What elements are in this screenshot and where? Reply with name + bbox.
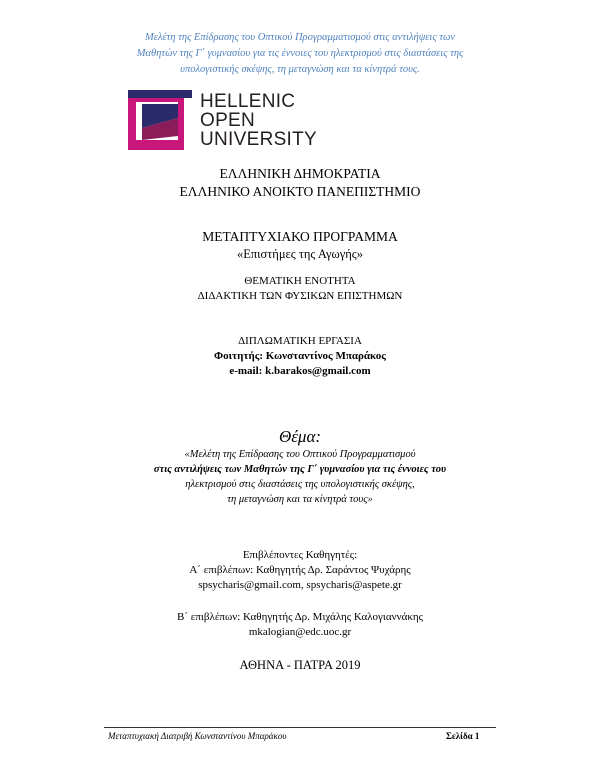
supervisors-heading: Επιβλέποντες Καθηγητές: — [242, 549, 358, 561]
footer-left: Μεταπτυχιακή Διατριβή Κωνσταντίνου Μπαράκου — [108, 731, 287, 741]
logo-line-1: HELLENIC — [200, 91, 296, 112]
page-number: Σελίδα 1 — [446, 731, 480, 741]
topic-line-1: «Μελέτη της Επίδρασης του Οπτικού Προγραμματισμού — [184, 449, 416, 460]
supervisor-b-email: mkalogian@edc.uoc.gr — [248, 626, 352, 638]
topic-line-2: στις αντιλήψεις των Μαθητών της Γ΄ γυμνασίου για τις έννοιες του — [153, 464, 447, 475]
thesis-info — [0, 334, 600, 379]
student-name: Φοιτητής: Κωνσταντίνος Μπαράκος — [214, 350, 386, 362]
institution-line-1: ΕΛΛΗΝΙΚΗ ΔΗΜΟΚΡΑΤΙΑ — [219, 166, 381, 181]
logo-line-3: UNIVERSITY — [200, 129, 318, 150]
footer-divider — [104, 727, 496, 728]
hou-logo-mark-icon — [122, 88, 192, 152]
running-header — [0, 30, 600, 78]
topic-line-4: τη μεταγνώση και τα κίνητρά τους» — [227, 494, 373, 505]
logo-line-2: OPEN — [200, 110, 256, 131]
supervisor-a-email: spsycharis@gmail.com, spsycharis@aspete.gr — [198, 579, 402, 591]
topic-title — [0, 447, 600, 507]
institution-line-2: ΕΛΛΗΝΙΚΟ ΑΝΟΙΚΤΟ ΠΑΝΕΠΙΣΤΗΜΙΟ — [179, 184, 421, 199]
header-line-2: Μαθητών της Γ΄ γυμνασίου για τις έννοιες του ηλεκτρισμού στις διαστάσεις της — [136, 48, 464, 59]
hou-logo — [122, 88, 332, 152]
module-label: ΘΕΜΑΤΙΚΗ ΕΝΟΤΗΤΑ — [244, 275, 356, 287]
supervisor-b-block — [0, 610, 600, 640]
thematic-module — [0, 274, 600, 304]
supervisors — [0, 548, 600, 593]
header-line-3: υπολογιστικής σκέψης, τη μεταγνώση και τα κίνητρά τους. — [180, 64, 420, 75]
institution — [0, 165, 600, 201]
program — [0, 228, 600, 263]
hou-logo-text — [200, 92, 317, 149]
student-email: e-mail: k.barakos@gmail.com — [229, 365, 371, 377]
supervisor-a: Α΄ επιβλέπων: Καθηγητής Δρ. Σαράντος Ψυχάρης — [189, 564, 411, 576]
header-line-1: Μελέτη της Επίδρασης του Οπτικού Προγραμματισμού στις αντιλήψεις των — [144, 32, 456, 43]
program-title: ΜΕΤΑΠΤΥΧΙΑΚΟ ΠΡΟΓΡΑΜΜΑ — [202, 229, 398, 244]
module-name: ΔΙΔΑΚΤΙΚΗ ΤΩΝ ΦΥΣΙΚΩΝ ΕΠΙΣΤΗΜΩΝ — [197, 290, 403, 302]
place-date: ΑΘΗΝΑ - ΠΑΤΡΑ 2019 — [239, 658, 361, 672]
thesis-type: ΔΙΠΛΩΜΑΤΙΚΗ ΕΡΓΑΣΙΑ — [238, 335, 362, 347]
supervisor-b: Β΄ επιβλέπων: Καθηγητής Δρ. Μιχάλης Καλογιαννάκης — [177, 611, 423, 623]
topic-line-3: ηλεκτρισμού στις διαστάσεις της υπολογιστικής σκέψης, — [185, 479, 415, 490]
program-name: «Επιστήμες της Αγωγής» — [236, 247, 363, 261]
topic-heading: Θέμα: — [278, 427, 322, 446]
